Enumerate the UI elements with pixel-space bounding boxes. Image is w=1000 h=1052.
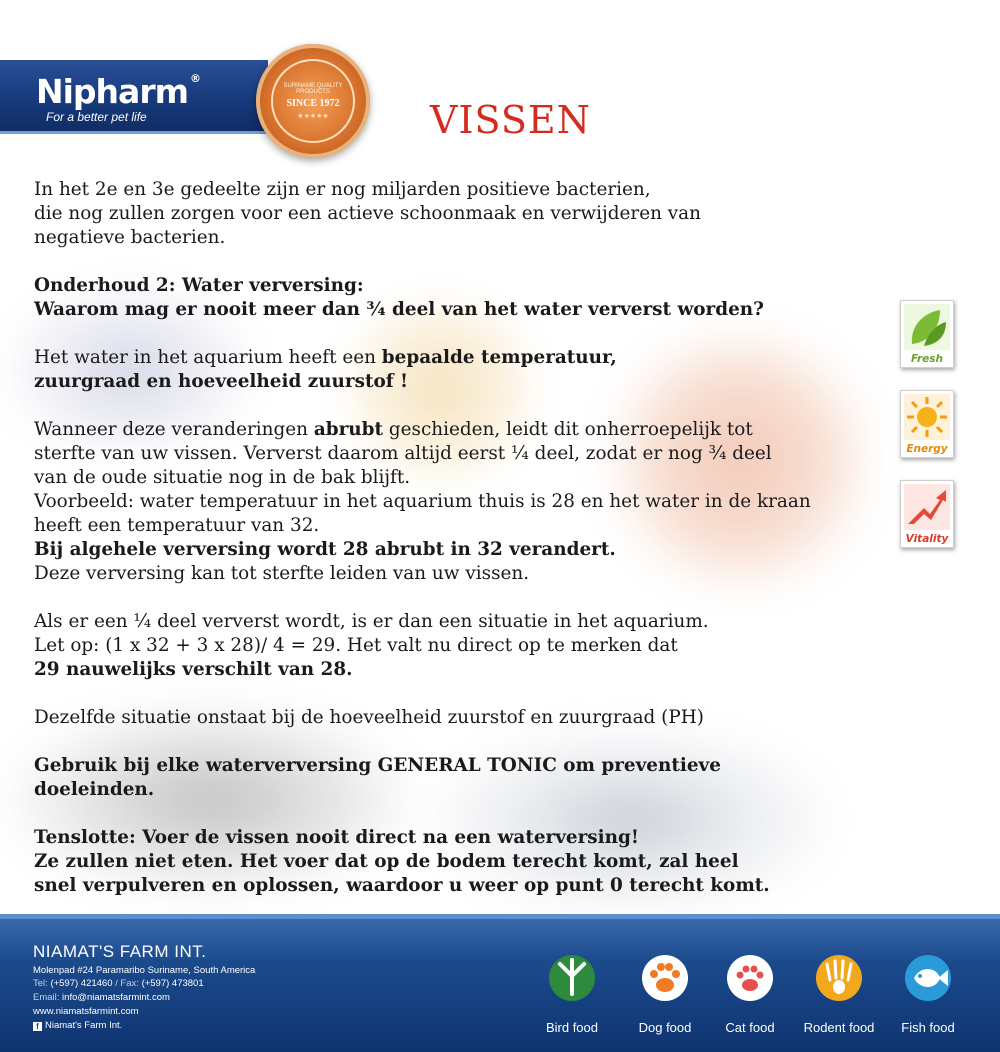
category-dog-food[interactable]: Dog food bbox=[620, 954, 710, 1035]
category-rodent-food[interactable]: Rodent food bbox=[794, 954, 884, 1035]
footer-phone: Tel: (+597) 421460 / Fax: (+597) 473801 bbox=[33, 978, 204, 989]
sun-icon bbox=[904, 394, 950, 440]
category-bird-food[interactable]: Bird food bbox=[527, 954, 617, 1035]
badge-energy-label: Energy bbox=[906, 443, 948, 455]
badge-energy bbox=[900, 390, 954, 458]
badge-fresh-label: Fresh bbox=[910, 353, 944, 365]
seal-since-text: SINCE 1972 bbox=[286, 97, 340, 109]
paragraph-quarter: Als er een ¼ deel ververst wordt, is er dan een situatie in het aquarium. Let op: (1 x 32 + 3 x 28)/ 4 = 29. Het valt nu direct op te merken dat 29 nauwelijks verschilt van 28. bbox=[34, 611, 709, 680]
quality-seal bbox=[256, 44, 370, 158]
brand-name: Nipharm bbox=[36, 72, 188, 111]
seal-top-text: SURINAME QUALITY PRODUCTS bbox=[283, 82, 343, 95]
leaf-icon bbox=[904, 304, 950, 350]
category-fish-food[interactable]: Fish food bbox=[883, 954, 973, 1035]
brand-registered-mark: ® bbox=[189, 72, 200, 85]
paragraph-general-tonic: Gebruik bij elke waterverversing GENERAL TONIC om preventieve doeleinden. bbox=[34, 755, 721, 800]
facebook-icon: f bbox=[33, 1022, 42, 1031]
brand-logo bbox=[0, 60, 268, 134]
footer-email[interactable]: Email: info@niamatsfarmint.com bbox=[33, 992, 170, 1003]
bird-foot-icon bbox=[548, 954, 596, 1002]
paragraph-feeding: Tenslotte: Voer de vissen nooit direct na een waterversing! Ze zullen niet eten. Het voer dat op de bodem terecht komt, zal heel snel verpulveren en oplossen, waardoor u weer op punt 0 terecht komt. bbox=[34, 827, 770, 896]
cat-paw-icon bbox=[726, 954, 774, 1002]
arrow-up-icon bbox=[904, 484, 950, 530]
badge-vitality-label: Vitality bbox=[905, 533, 949, 545]
rodent-paw-icon bbox=[815, 954, 863, 1002]
paragraph-changes: Wanneer deze veranderingen abrubt geschieden, leidt dit onherroepelijk tot sterfte van uw vissen. Ververst daarom altijd eerst ¼ deel, zodat er nog ¾ deel van de oude situatie nog in de bak blijft. Voorbeeld: water temperatuur in het aquarium thuis is 28 en het water in de kraan heeft een temperatuur van 32. Bij algehele verversing wordt 28 abrubt in 32 verandert. Deze verversing kan tot sterfte leiden van uw vissen. bbox=[34, 419, 811, 584]
paragraph-intro: In het 2e en 3e gedeelte zijn er nog miljarden positieve bacterien, die nog zullen zorgen voor een actieve schoonmaak en verwijderen van negatieve bacterien. bbox=[34, 179, 701, 248]
footer-facebook-link[interactable]: f Niamat's Farm Int. bbox=[33, 1020, 122, 1031]
category-cat-food[interactable]: Cat food bbox=[705, 954, 795, 1035]
footer bbox=[0, 914, 1000, 1052]
section-heading-title: Onderhoud 2: Water verversing: bbox=[34, 275, 364, 296]
section-heading-question: Waarom mag er nooit meer dan ¾ deel van het water ververst worden? bbox=[34, 299, 764, 320]
paragraph-water: Het water in het aquarium heeft een bepaalde temperatuur, zuurgraad en hoeveelheid zuurstof ! bbox=[34, 347, 617, 392]
footer-address: Molenpad #24 Paramaribo Suriname, South America bbox=[33, 965, 256, 976]
seal-stars: ★★★★★ bbox=[297, 111, 329, 120]
brand-tagline: For a better pet life bbox=[46, 110, 147, 124]
section-heading bbox=[34, 274, 884, 322]
fish-icon bbox=[904, 954, 952, 1002]
badge-vitality bbox=[900, 480, 954, 548]
paragraph-oxygen: Dezelfde situatie onstaat bij de hoeveelheid zuurstof en zuurgraad (PH) bbox=[34, 707, 704, 728]
footer-website-link[interactable]: www.niamatsfarmint.com bbox=[33, 1006, 139, 1017]
page-title: VISSEN bbox=[430, 98, 591, 142]
badge-fresh bbox=[900, 300, 954, 368]
dog-paw-icon bbox=[641, 954, 689, 1002]
article-body bbox=[34, 178, 884, 898]
footer-company-name: NIAMAT'S FARM INT. bbox=[33, 942, 207, 961]
